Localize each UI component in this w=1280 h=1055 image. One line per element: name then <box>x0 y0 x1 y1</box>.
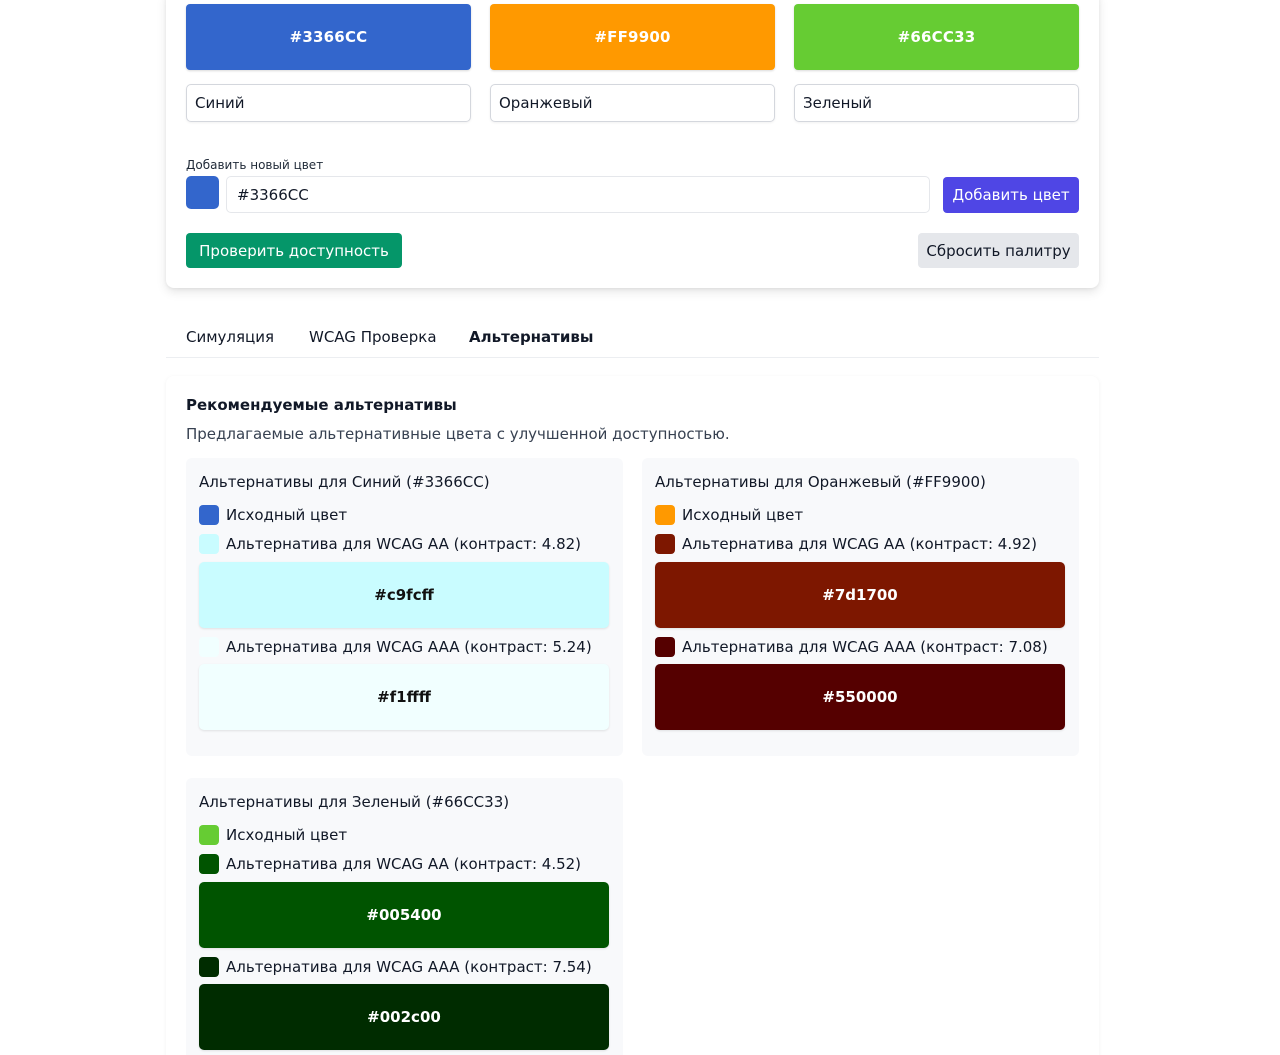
original-color-row <box>199 505 347 525</box>
aaa-color-bar[interactable]: #550000 <box>655 664 1065 730</box>
aaa-alternative-row <box>655 637 1048 657</box>
original-color-label: Исходный цвет <box>226 506 348 524</box>
color-name-field[interactable]: Синий <box>186 84 471 122</box>
tab-alternatives[interactable]: Альтернативы <box>469 328 594 346</box>
aaa-color-swatch <box>655 637 675 657</box>
card-title: Альтернативы для Оранжевый (#FF9900) <box>655 473 986 491</box>
aaa-color-bar[interactable]: #f1ffff <box>199 664 609 730</box>
original-color-swatch <box>199 825 219 845</box>
color-name-field[interactable]: Зеленый <box>794 84 1079 122</box>
aa-color-bar[interactable]: #7d1700 <box>655 562 1065 628</box>
aa-alternative-row <box>199 534 581 554</box>
swatch-column-3 <box>794 4 1079 122</box>
alternative-card-blue <box>186 458 623 756</box>
aa-alternative-label: Альтернатива для WCAG AA (контраст: 4.82) <box>226 535 582 553</box>
aaa-alternative-label: Альтернатива для WCAG AAA (контраст: 5.24) <box>226 638 592 656</box>
section-description: Предлагаемые альтернативные цвета с улучшенной доступностью. <box>186 425 730 443</box>
tab-simulation[interactable]: Симуляция <box>186 328 275 346</box>
aa-alternative-row <box>655 534 1037 554</box>
aaa-alternative-label: Альтернатива для WCAG AAA (контраст: 7.54) <box>226 958 592 976</box>
section-title: Рекомендуемые альтернативы <box>186 396 457 414</box>
aa-color-swatch <box>199 534 219 554</box>
aa-alternative-label: Альтернатива для WCAG AA (контраст: 4.92) <box>682 535 1038 553</box>
card-title: Альтернативы для Зеленый (#66CC33) <box>199 793 510 811</box>
aa-color-bar[interactable]: #c9fcff <box>199 562 609 628</box>
add-color-picker[interactable] <box>186 176 219 209</box>
color-name-field[interactable]: Оранжевый <box>490 84 775 122</box>
aaa-color-swatch <box>199 637 219 657</box>
aa-color-swatch <box>199 854 219 874</box>
original-color-label: Исходный цвет <box>682 506 804 524</box>
original-color-label: Исходный цвет <box>226 826 348 844</box>
aa-color-bar[interactable]: #005400 <box>199 882 609 948</box>
original-color-row <box>655 505 803 525</box>
swatch-preview[interactable]: #FF9900 <box>490 4 775 70</box>
swatch-column-1 <box>186 4 471 122</box>
tab-bar <box>166 318 1099 358</box>
add-color-button[interactable]: Добавить цвет <box>943 177 1079 213</box>
check-accessibility-button[interactable]: Проверить доступность <box>186 233 402 268</box>
alternatives-panel <box>166 376 1099 1055</box>
original-color-row <box>199 825 347 845</box>
swatch-preview[interactable]: #3366CC <box>186 4 471 70</box>
swatch-preview[interactable]: #66CC33 <box>794 4 1079 70</box>
aa-alternative-row <box>199 854 581 874</box>
original-color-swatch <box>655 505 675 525</box>
aaa-alternative-row <box>199 637 592 657</box>
original-color-swatch <box>199 505 219 525</box>
alternative-card-orange <box>642 458 1079 756</box>
alternative-card-green <box>186 778 623 1055</box>
palette-card <box>166 0 1099 288</box>
aaa-color-bar[interactable]: #002c00 <box>199 984 609 1050</box>
aa-alternative-label: Альтернатива для WCAG AA (контраст: 4.52) <box>226 855 582 873</box>
aaa-alternative-label: Альтернатива для WCAG AAA (контраст: 7.08) <box>682 638 1048 656</box>
reset-palette-button[interactable]: Сбросить палитру <box>918 233 1079 268</box>
add-color-input[interactable]: #3366CC <box>226 176 930 213</box>
swatch-column-2 <box>490 4 775 122</box>
card-title: Альтернативы для Синий (#3366CC) <box>199 473 490 491</box>
tab-wcag-check[interactable]: WCAG Проверка <box>309 328 437 346</box>
add-color-label: Добавить новый цвет <box>186 158 324 172</box>
aaa-alternative-row <box>199 957 592 977</box>
aaa-color-swatch <box>199 957 219 977</box>
aa-color-swatch <box>655 534 675 554</box>
